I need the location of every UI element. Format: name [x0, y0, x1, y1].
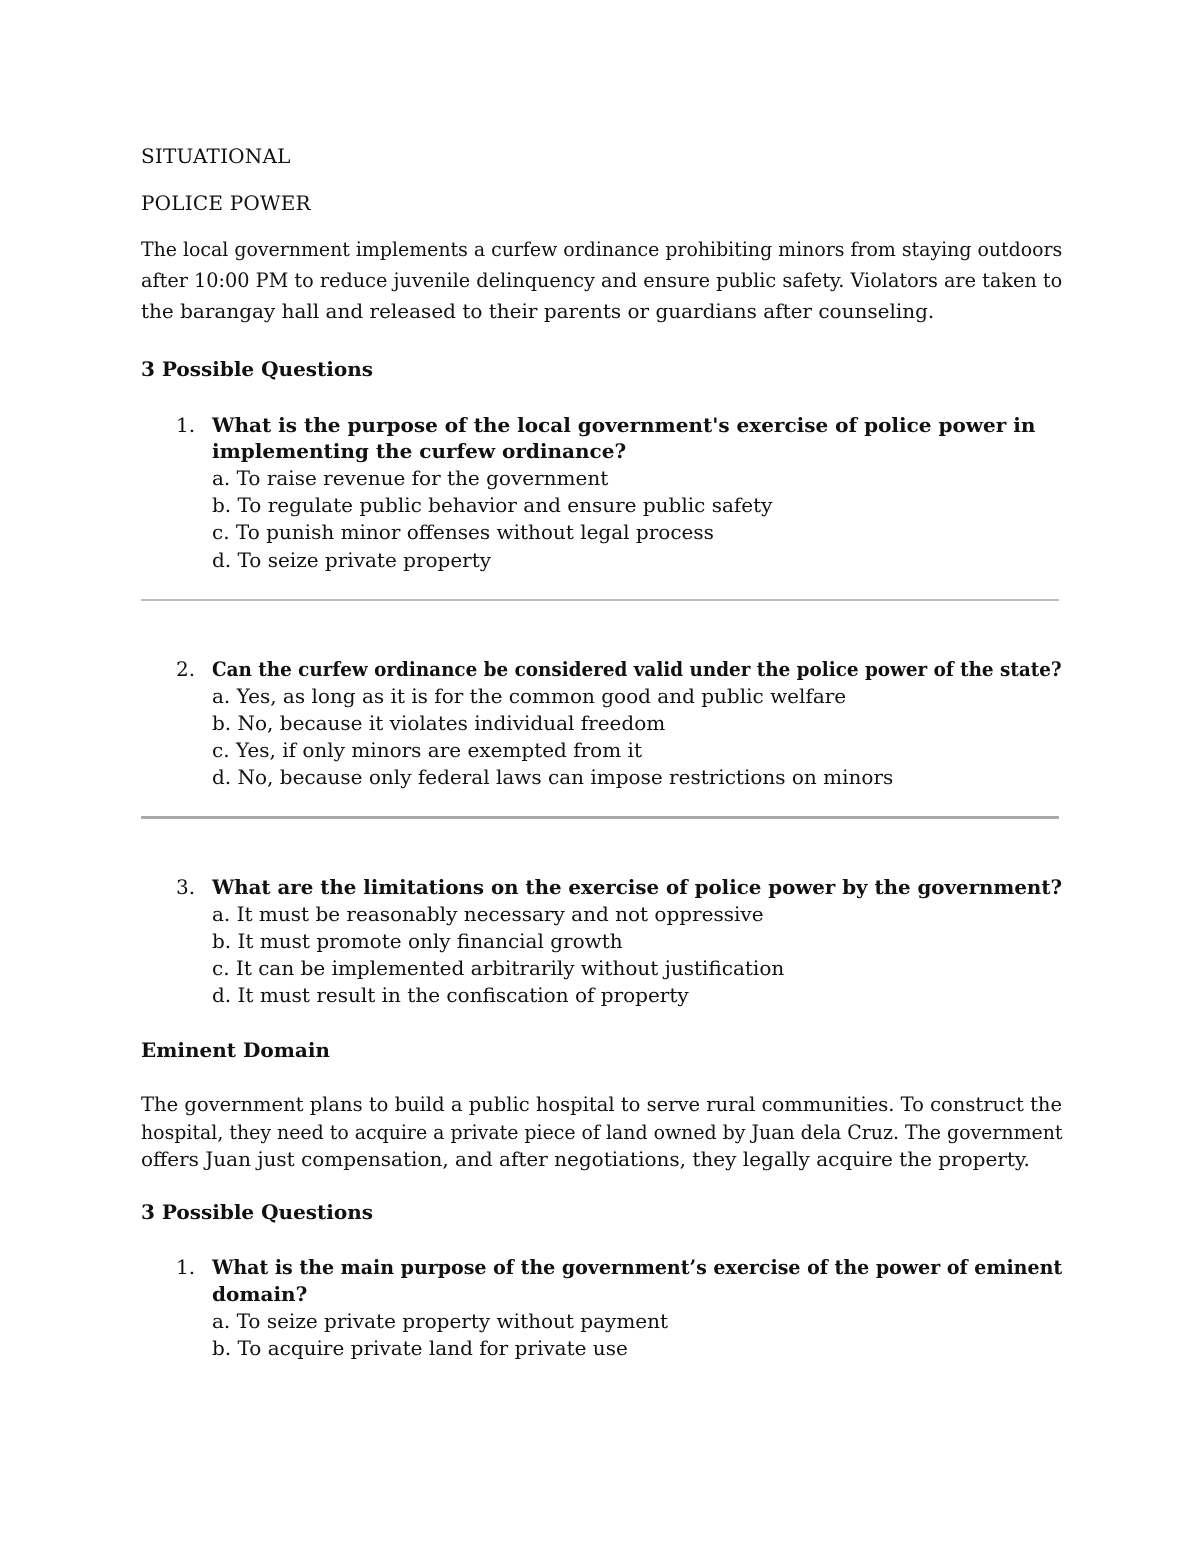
answer-option: a. It must be reasonably necessary and not oppressive	[212, 902, 764, 926]
answer-option: d. To seize private property	[212, 548, 492, 572]
eminent-domain-scenario-line: offers Juan just compensation, and after negotiations, they legally acquire the property.	[141, 1147, 1030, 1171]
horizontal-divider	[141, 599, 1059, 601]
police-power-scenario-line: The local government implements a curfew ordinance prohibiting minors from staying outdoors	[141, 237, 1063, 261]
question-text: domain?	[212, 1282, 308, 1306]
question-number: 2.	[176, 657, 196, 681]
police-power-scenario-line: after 10:00 PM to reduce juvenile delinquency and ensure public safety. Violators are taken to	[141, 268, 1063, 292]
answer-option: b. To acquire private land for private use	[212, 1336, 628, 1360]
police-power-questions-heading: 3 Possible Questions	[141, 357, 374, 381]
answer-option: a. Yes, as long as it is for the common good and public welfare	[212, 684, 847, 708]
question-number: 1.	[176, 1255, 196, 1279]
eminent-domain-scenario-line: hospital, they need to acquire a private piece of land owned by Juan dela Cruz. The government	[141, 1120, 1063, 1144]
horizontal-divider	[141, 816, 1059, 819]
answer-option: b. It must promote only financial growth	[212, 929, 623, 953]
answer-option: d. It must result in the confiscation of property	[212, 983, 689, 1007]
answer-option: c. It can be implemented arbitrarily without justification	[212, 956, 785, 980]
question-text: What are the limitations on the exercise of police power by the government?	[212, 875, 1063, 899]
answer-option: a. To seize private property without payment	[212, 1309, 669, 1333]
question-text: implementing the curfew ordinance?	[212, 439, 627, 463]
question-text: Can the curfew ordinance be considered valid under the police power of the state?	[212, 657, 1062, 681]
police-power-title: POLICE POWER	[141, 191, 311, 215]
eminent-domain-title: Eminent Domain	[141, 1038, 330, 1062]
answer-option: b. No, because it violates individual freedom	[212, 711, 666, 735]
answer-option: d. No, because only federal laws can impose restrictions on minors	[212, 765, 894, 789]
question-number: 3.	[176, 875, 196, 899]
eminent-domain-questions-heading: 3 Possible Questions	[141, 1200, 374, 1224]
question-text: What is the main purpose of the government’s exercise of the power of eminent	[212, 1255, 1063, 1279]
answer-option: c. Yes, if only minors are exempted from it	[212, 738, 642, 762]
eminent-domain-scenario-line: The government plans to build a public hospital to serve rural communities. To construct the	[141, 1092, 1063, 1116]
police-power-scenario-line: the barangay hall and released to their parents or guardians after counseling.	[141, 299, 935, 323]
section-label: SITUATIONAL	[141, 144, 291, 168]
answer-option: b. To regulate public behavior and ensure public safety	[212, 493, 773, 517]
question-text: What is the purpose of the local government's exercise of police power in	[212, 413, 1036, 437]
answer-option: a. To raise revenue for the government	[212, 466, 609, 490]
question-number: 1.	[176, 413, 196, 437]
answer-option: c. To punish minor offenses without legal process	[212, 520, 714, 544]
